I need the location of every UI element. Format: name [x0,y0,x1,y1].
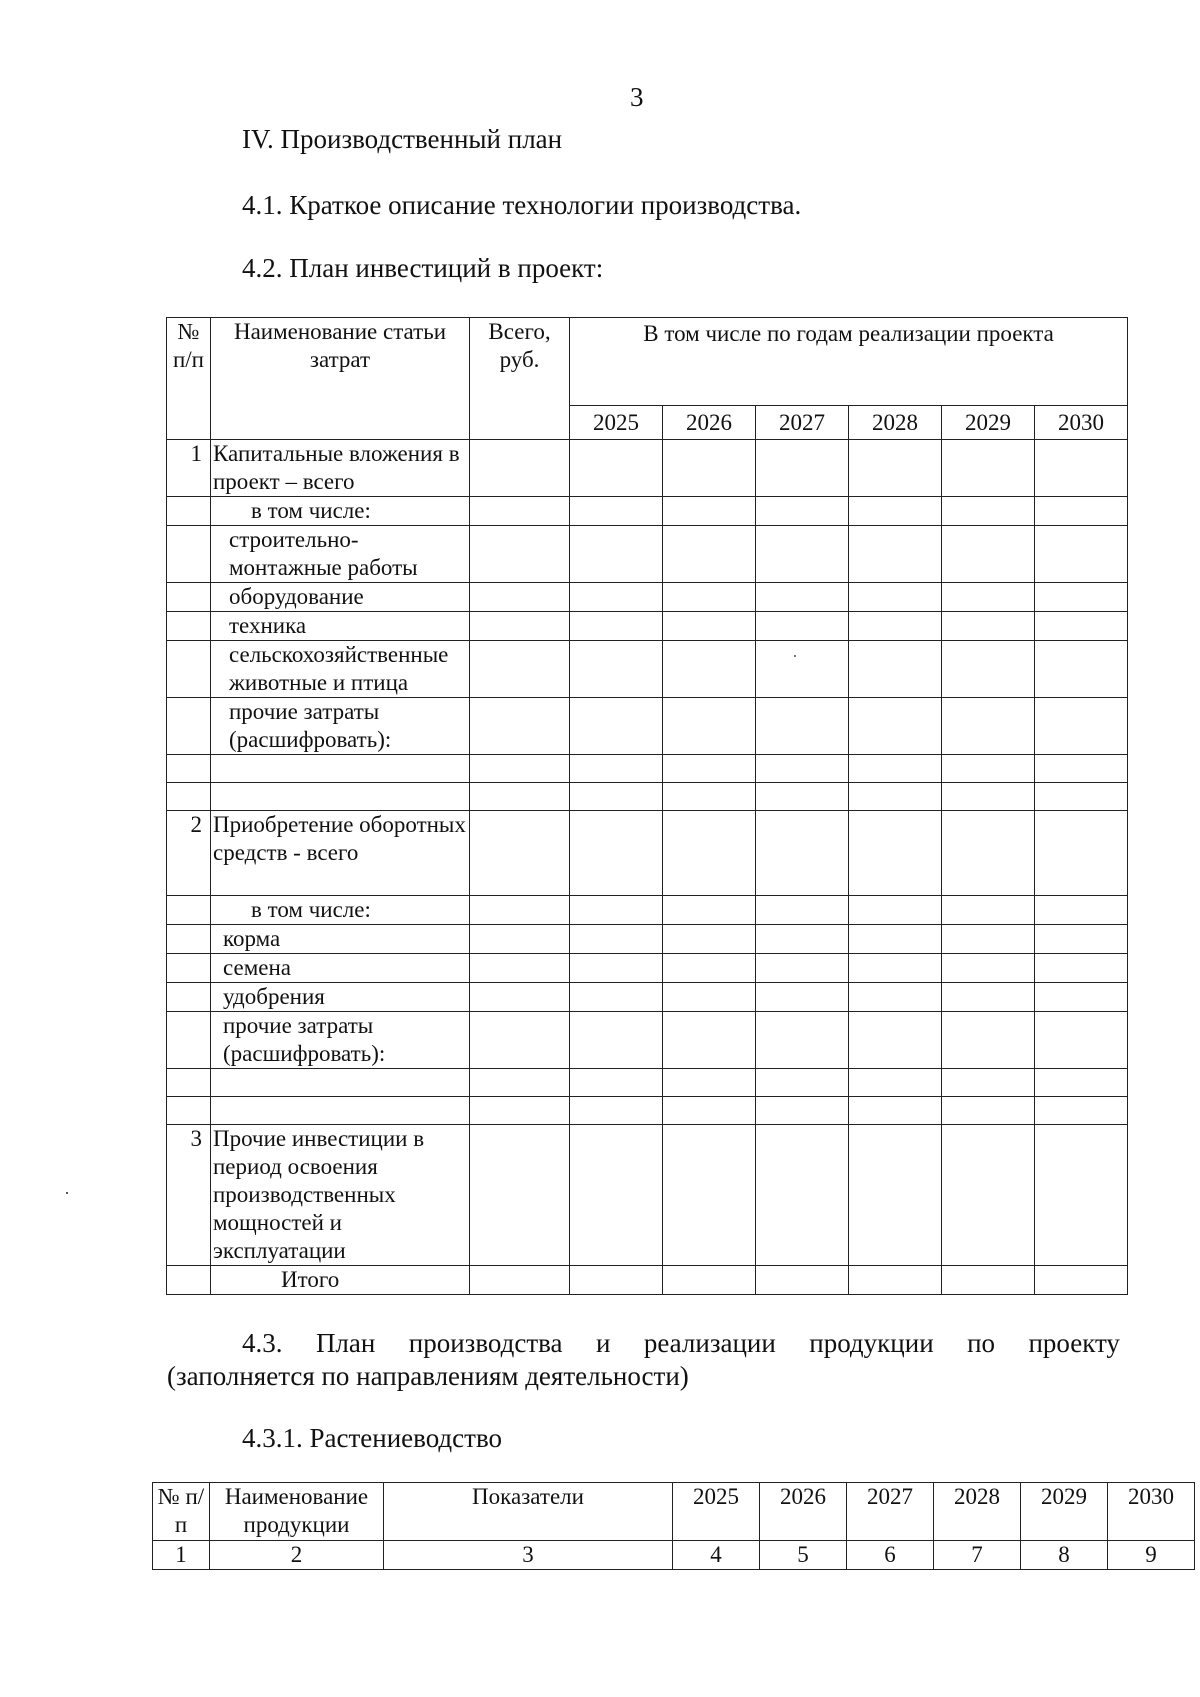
column-number: 3 [384,1541,673,1570]
total-cell [470,1097,570,1125]
row-number [167,954,211,983]
year-cell [663,698,756,755]
total-cell [470,583,570,612]
row-number [167,1069,211,1097]
year-cell [1035,641,1128,698]
total-cell [470,497,570,526]
column-number: 4 [673,1541,760,1570]
year-cell [942,1069,1035,1097]
table-row [167,755,1128,783]
year-cell [756,755,849,783]
row-number [167,925,211,954]
year-cell [756,1012,849,1069]
year-cell [849,1069,942,1097]
year-cell [942,1097,1035,1125]
header-year: 2027 [756,406,849,440]
year-cell [756,583,849,612]
year-cell [663,583,756,612]
row-number [167,1266,211,1295]
year-cell [570,755,663,783]
year-cell [1035,526,1128,583]
scan-speck [794,655,796,657]
year-cell [663,1012,756,1069]
total-cell [470,526,570,583]
header-year: 2026 [760,1483,847,1541]
year-cell [756,983,849,1012]
row-number [167,983,211,1012]
numbering-row [153,1541,1195,1570]
year-cell [663,783,756,811]
year-cell [570,698,663,755]
year-cell [942,497,1035,526]
year-cell [1035,1125,1128,1266]
year-cell [942,925,1035,954]
year-cell [1035,1097,1128,1125]
column-number: 1 [153,1541,210,1570]
row-number [167,1012,211,1069]
year-cell [570,641,663,698]
table-row [167,1069,1128,1097]
year-cell [1035,954,1128,983]
row-item-name: Приобретение оборотных средств - всего [211,811,470,896]
year-cell [756,811,849,896]
year-cell [849,811,942,896]
year-cell [663,811,756,896]
header-indicators: Показатели [384,1483,673,1541]
year-cell [663,1125,756,1266]
paragraph-4-3-line1 [167,1327,1120,1360]
header-year: 2030 [1035,406,1128,440]
column-number: 5 [760,1541,847,1570]
header-year: 2028 [849,406,942,440]
table-row [167,583,1128,612]
year-cell [756,1069,849,1097]
total-cell [470,954,570,983]
row-item-name: Капитальные вложения в проект – всего [211,440,470,497]
row-number: 1 [167,440,211,497]
year-cell [942,612,1035,641]
table-row [167,440,1128,497]
year-cell [663,1069,756,1097]
row-item-name: оборудование [211,583,470,612]
year-cell [1035,983,1128,1012]
row-item-name [211,755,470,783]
year-cell [570,1125,663,1266]
year-cell [570,497,663,526]
row-item-name: прочие затраты (расшифровать): [211,1012,470,1069]
row-item-name: Прочие инвестиции в период освоения производственных мощностей и эксплуатации [211,1125,470,1266]
row-number [167,755,211,783]
paragraph-word: и [595,1328,611,1358]
row-item-name: техника [211,612,470,641]
year-cell [1035,497,1128,526]
total-cell [470,925,570,954]
year-cell [942,583,1035,612]
year-cell [570,440,663,497]
paragraph-word: реализации [643,1328,776,1358]
paragraph-word: План [315,1328,376,1358]
year-cell [756,783,849,811]
year-cell [663,954,756,983]
year-cell [849,983,942,1012]
total-cell [470,755,570,783]
year-cell [1035,783,1128,811]
header-year: 2025 [570,406,663,440]
year-cell [570,526,663,583]
year-cell [756,896,849,925]
total-cell [470,612,570,641]
year-cell [756,440,849,497]
year-cell [756,1266,849,1295]
year-cell [570,811,663,896]
total-cell [470,1266,570,1295]
year-cell [849,1097,942,1125]
header-total: Всего, руб. [470,318,570,440]
year-cell [663,925,756,954]
paragraph-4-3 [167,1327,1120,1393]
header-year: 2028 [934,1483,1021,1541]
row-number [167,698,211,755]
year-cell [942,641,1035,698]
table-row [167,698,1128,755]
header-year: 2029 [1021,1483,1108,1541]
year-cell [663,896,756,925]
year-cell [849,1266,942,1295]
paragraph-word: по [967,1328,996,1358]
year-cell [1035,755,1128,783]
section-title: IV. Производственный план [242,124,563,154]
year-cell [1035,925,1128,954]
year-cell [942,896,1035,925]
total-cell [470,1012,570,1069]
year-cell [1035,896,1128,925]
year-cell [942,783,1035,811]
row-item-name: сельскохозяйственные животные и птица [211,641,470,698]
paragraph-word: производства [408,1328,563,1358]
row-item-name [211,1097,470,1125]
year-cell [942,1012,1035,1069]
table-header-row [167,318,1128,406]
year-cell [756,698,849,755]
year-cell [942,755,1035,783]
year-cell [849,954,942,983]
year-cell [756,526,849,583]
row-number [167,497,211,526]
row-number [167,583,211,612]
year-cell [1035,440,1128,497]
row-item-name: Итого [211,1266,470,1295]
year-cell [663,497,756,526]
year-cell [663,440,756,497]
year-cell [1035,811,1128,896]
table-row [167,811,1128,896]
column-number: 8 [1021,1541,1108,1570]
total-cell [470,698,570,755]
year-cell [849,755,942,783]
header-num: № п/п [167,318,211,440]
year-cell [849,641,942,698]
year-cell [570,1069,663,1097]
year-cell [942,954,1035,983]
year-cell [570,1097,663,1125]
row-item-name [211,783,470,811]
year-cell [570,583,663,612]
column-number: 9 [1108,1541,1195,1570]
table-row [167,1125,1128,1266]
year-cell [756,1097,849,1125]
year-cell [570,1266,663,1295]
year-cell [663,1266,756,1295]
header-year: 2027 [847,1483,934,1541]
header-num: № п/п [153,1483,210,1541]
table-row [167,612,1128,641]
year-cell [756,954,849,983]
row-item-name [211,1069,470,1097]
year-cell [663,526,756,583]
year-cell [756,1125,849,1266]
table-row [167,1012,1128,1069]
row-item-name: строительно-монтажные работы [211,526,470,583]
year-cell [756,925,849,954]
table-row [167,641,1128,698]
table-row [167,497,1128,526]
year-cell [1035,583,1128,612]
table-row [167,526,1128,583]
year-cell [942,1125,1035,1266]
investment-plan-table [166,317,1128,1295]
total-cell [470,896,570,925]
total-cell [470,641,570,698]
total-cell [470,783,570,811]
year-cell [663,983,756,1012]
year-cell [942,1266,1035,1295]
year-cell [570,612,663,641]
year-cell [570,783,663,811]
row-item-name: семена [211,954,470,983]
table-header-row [153,1483,1195,1541]
year-cell [849,583,942,612]
header-year: 2026 [663,406,756,440]
column-number: 2 [210,1541,384,1570]
subsection-4-3-1: 4.3.1. Растениеводство [242,1423,503,1453]
year-cell [570,1012,663,1069]
year-cell [849,1012,942,1069]
row-item-name: корма [211,925,470,954]
row-item-name: в том числе: [211,896,470,925]
row-item-name: прочие затраты (расшифровать): [211,698,470,755]
row-item-name: в том числе: [211,497,470,526]
subsection-4-2: 4.2. План инвестиций в проект: [242,253,604,283]
header-year: 2029 [942,406,1035,440]
header-name: Наименование продукции [210,1483,384,1541]
total-cell [470,1069,570,1097]
row-number: 2 [167,811,211,896]
total-cell [470,983,570,1012]
year-cell [570,954,663,983]
year-cell [849,783,942,811]
year-cell [1035,1069,1128,1097]
year-cell [663,641,756,698]
table-row [167,925,1128,954]
row-item-name: удобрения [211,983,470,1012]
year-cell [1035,1012,1128,1069]
year-cell [849,925,942,954]
year-cell [942,983,1035,1012]
year-cell [1035,612,1128,641]
year-cell [942,440,1035,497]
year-cell [570,896,663,925]
paragraph-4-3-line2: (заполняется по направлениям деятельности) [167,1361,689,1391]
year-cell [942,526,1035,583]
row-number [167,641,211,698]
scan-speck [66,1192,68,1194]
year-cell [849,612,942,641]
year-cell [663,755,756,783]
production-plan-table [152,1482,1195,1570]
year-cell [756,612,849,641]
table-row [167,896,1128,925]
year-cell [1035,1266,1128,1295]
row-number [167,612,211,641]
table-row [167,954,1128,983]
header-name: Наименование статьи затрат [211,318,470,440]
page-number: 3 [630,82,644,112]
row-number [167,896,211,925]
year-cell [1035,698,1128,755]
row-number [167,526,211,583]
table-row [167,1266,1128,1295]
year-cell [756,641,849,698]
header-years-group: В том числе по годам реализации проекта [570,318,1128,406]
column-number: 6 [847,1541,934,1570]
year-cell [849,698,942,755]
table-row [167,1097,1128,1125]
paragraph-word: 4.3. [242,1328,283,1358]
row-number [167,1097,211,1125]
year-cell [849,497,942,526]
year-cell [849,440,942,497]
year-cell [663,1097,756,1125]
year-cell [849,1125,942,1266]
header-year: 2025 [673,1483,760,1541]
year-cell [942,698,1035,755]
row-number [167,783,211,811]
table-row [167,983,1128,1012]
year-cell [570,983,663,1012]
year-cell [756,497,849,526]
column-number: 7 [934,1541,1021,1570]
table-row [167,783,1128,811]
year-cell [942,811,1035,896]
total-cell [470,811,570,896]
total-cell [470,440,570,497]
year-cell [570,925,663,954]
row-number: 3 [167,1125,211,1266]
subsection-4-1: 4.1. Краткое описание технологии производства. [242,190,802,220]
year-cell [849,896,942,925]
paragraph-word: проекту [1028,1328,1120,1358]
header-year: 2030 [1108,1483,1195,1541]
paragraph-word: продукции [809,1328,934,1358]
year-cell [663,612,756,641]
total-cell [470,1125,570,1266]
year-cell [849,526,942,583]
